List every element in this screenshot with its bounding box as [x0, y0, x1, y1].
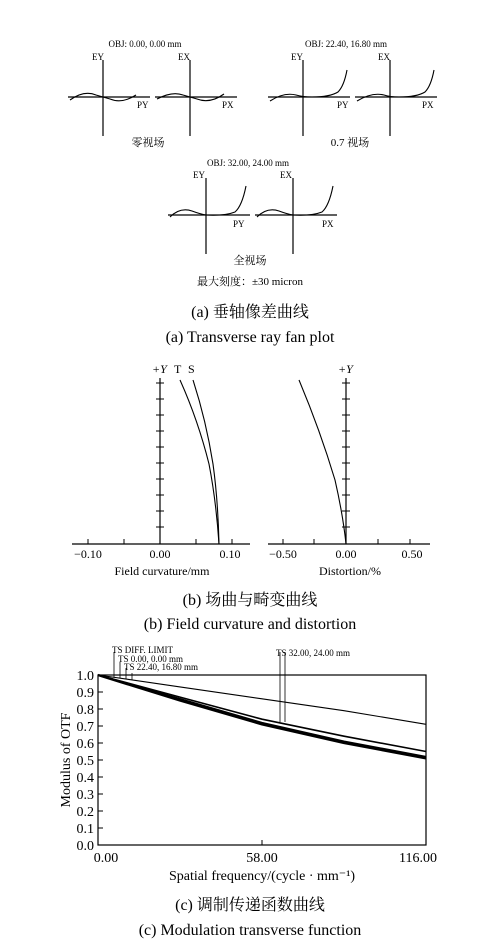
- fan-f1-left-axes: [268, 60, 350, 136]
- panel-a: [68, 39, 437, 346]
- fan-f1-right-curve: [357, 70, 434, 101]
- mtf-y-tick-label-9: 0.9: [76, 686, 94, 701]
- fan-f2-right-axes: [255, 178, 337, 254]
- fan-f2-left-axes: [168, 178, 250, 254]
- fan-f0-right-axes: [155, 60, 237, 136]
- fan-f0-ex-label: EX: [178, 52, 190, 62]
- fan-f1-py-label: PY: [337, 100, 349, 110]
- mtf-series-line-0: [98, 675, 426, 724]
- mtf-y-tick-label-6: 0.6: [76, 737, 94, 752]
- fan-f1-ey-label: EY: [291, 52, 303, 62]
- mtf-y-tick-label-5: 0.5: [76, 754, 94, 769]
- mtf-y-tick-label-7: 0.7: [76, 720, 94, 735]
- caption-b-en: (b) Field curvature and distortion: [143, 616, 357, 633]
- fc-s-label: S: [188, 362, 195, 376]
- fan-f2-left-curve: [170, 186, 246, 217]
- fc-tick-label-0: −0.10: [74, 547, 102, 561]
- fc-x-label: Field curvature/mm: [114, 564, 210, 578]
- field-0-name: 零视场: [131, 137, 165, 149]
- fc-curve-s: [193, 380, 219, 544]
- mtf-y-tick-label-3: 0.3: [76, 788, 94, 803]
- field-0-obj-label: OBJ: 0.00, 0.00 mm: [108, 39, 182, 49]
- fan-f2-py-label: PY: [233, 219, 245, 229]
- fan-f2-ex-label: EX: [280, 170, 292, 180]
- mtf-legend-field-07: TS 22.40, 16.80 mm: [124, 662, 199, 672]
- mtf-series-line-1: [98, 675, 426, 752]
- mtf-x-tick-label-2: 116.00: [399, 851, 437, 866]
- mtf-y-tick-labels: [77, 669, 95, 854]
- fan-f0-left-axes: [68, 60, 150, 136]
- field-1-name: 0.7 视场: [330, 137, 370, 149]
- mtf-y-tick-label-1: 0.1: [76, 822, 94, 837]
- mtf-plot-frame: [98, 675, 426, 845]
- mtf-y-tick-label-0: 0.0: [76, 839, 94, 854]
- fan-f0-px-label: PX: [222, 100, 234, 110]
- fan-f1-px-label: PX: [422, 100, 434, 110]
- mtf-y-tick-label-2: 0.2: [76, 805, 94, 820]
- panel-b: [72, 362, 430, 633]
- fan-f1-ex-label: EX: [378, 52, 390, 62]
- field-2-name: 全视场: [233, 255, 267, 267]
- fc-tick-label-2: 0.10: [219, 547, 241, 561]
- caption-c-en: (c) Modulation transverse function: [138, 922, 362, 939]
- mtf-x-tick-label-0: 0.00: [93, 851, 119, 866]
- fan-f1-right-axes: [355, 60, 437, 136]
- field-1-obj-label: OBJ: 22.40, 16.80 mm: [304, 39, 388, 49]
- scale-note: 最大刻度：±30 micron: [197, 276, 303, 288]
- mtf-y-tick-label-4: 0.4: [76, 771, 94, 786]
- caption-c-cn: (c) 调制传递函数曲线: [175, 897, 325, 914]
- dist-tick-label-1: 0.00: [335, 547, 357, 561]
- mtf-y-tick-label-10: 1.0: [76, 669, 94, 684]
- mtf-legend-field-full: TS 32.00, 24.00 mm: [276, 648, 351, 658]
- mtf-x-tick-label-1: 58.00: [246, 851, 278, 866]
- caption-a-cn: (a) 垂轴像差曲线: [191, 304, 309, 321]
- mtf-y-ticks: [98, 675, 103, 845]
- field-2-obj-label: OBJ: 32.00, 24.00 mm: [206, 158, 290, 168]
- dist-x-label: Distortion/%: [319, 564, 381, 578]
- caption-a-en: (a) Transverse ray fan plot: [165, 329, 335, 346]
- dist-tick-label-0: −0.50: [269, 547, 297, 561]
- dist-tick-label-2: 0.50: [401, 547, 423, 561]
- mtf-series-group: [98, 675, 426, 758]
- mtf-y-label: Modulus of OTF: [59, 712, 74, 808]
- fc-t-label: T: [174, 362, 182, 376]
- fan-f0-py-label: PY: [137, 100, 149, 110]
- mtf-legend-diff-limit: TS DIFF. LIMIT: [112, 645, 174, 655]
- fan-f0-ey-label: EY: [92, 52, 104, 62]
- dist-curve: [299, 380, 346, 544]
- fan-f2-px-label: PX: [322, 219, 334, 229]
- caption-b-cn: (b) 场曲与畸变曲线: [182, 592, 318, 609]
- mtf-legend-field-0: TS 0.00, 0.00 mm: [118, 654, 184, 664]
- dist-y-label: +Y: [338, 362, 353, 376]
- panel-c: [59, 645, 437, 939]
- fc-tick-label-1: 0.00: [149, 547, 171, 561]
- fan-f2-ey-label: EY: [193, 170, 205, 180]
- fan-f1-left-curve: [270, 70, 347, 101]
- mtf-x-label: Spatial frequency/(cycle · mm⁻¹): [168, 869, 356, 884]
- fc-y-label: +Y: [152, 362, 167, 376]
- mtf-y-tick-label-8: 0.8: [76, 703, 94, 718]
- fan-f2-right-curve: [257, 186, 333, 217]
